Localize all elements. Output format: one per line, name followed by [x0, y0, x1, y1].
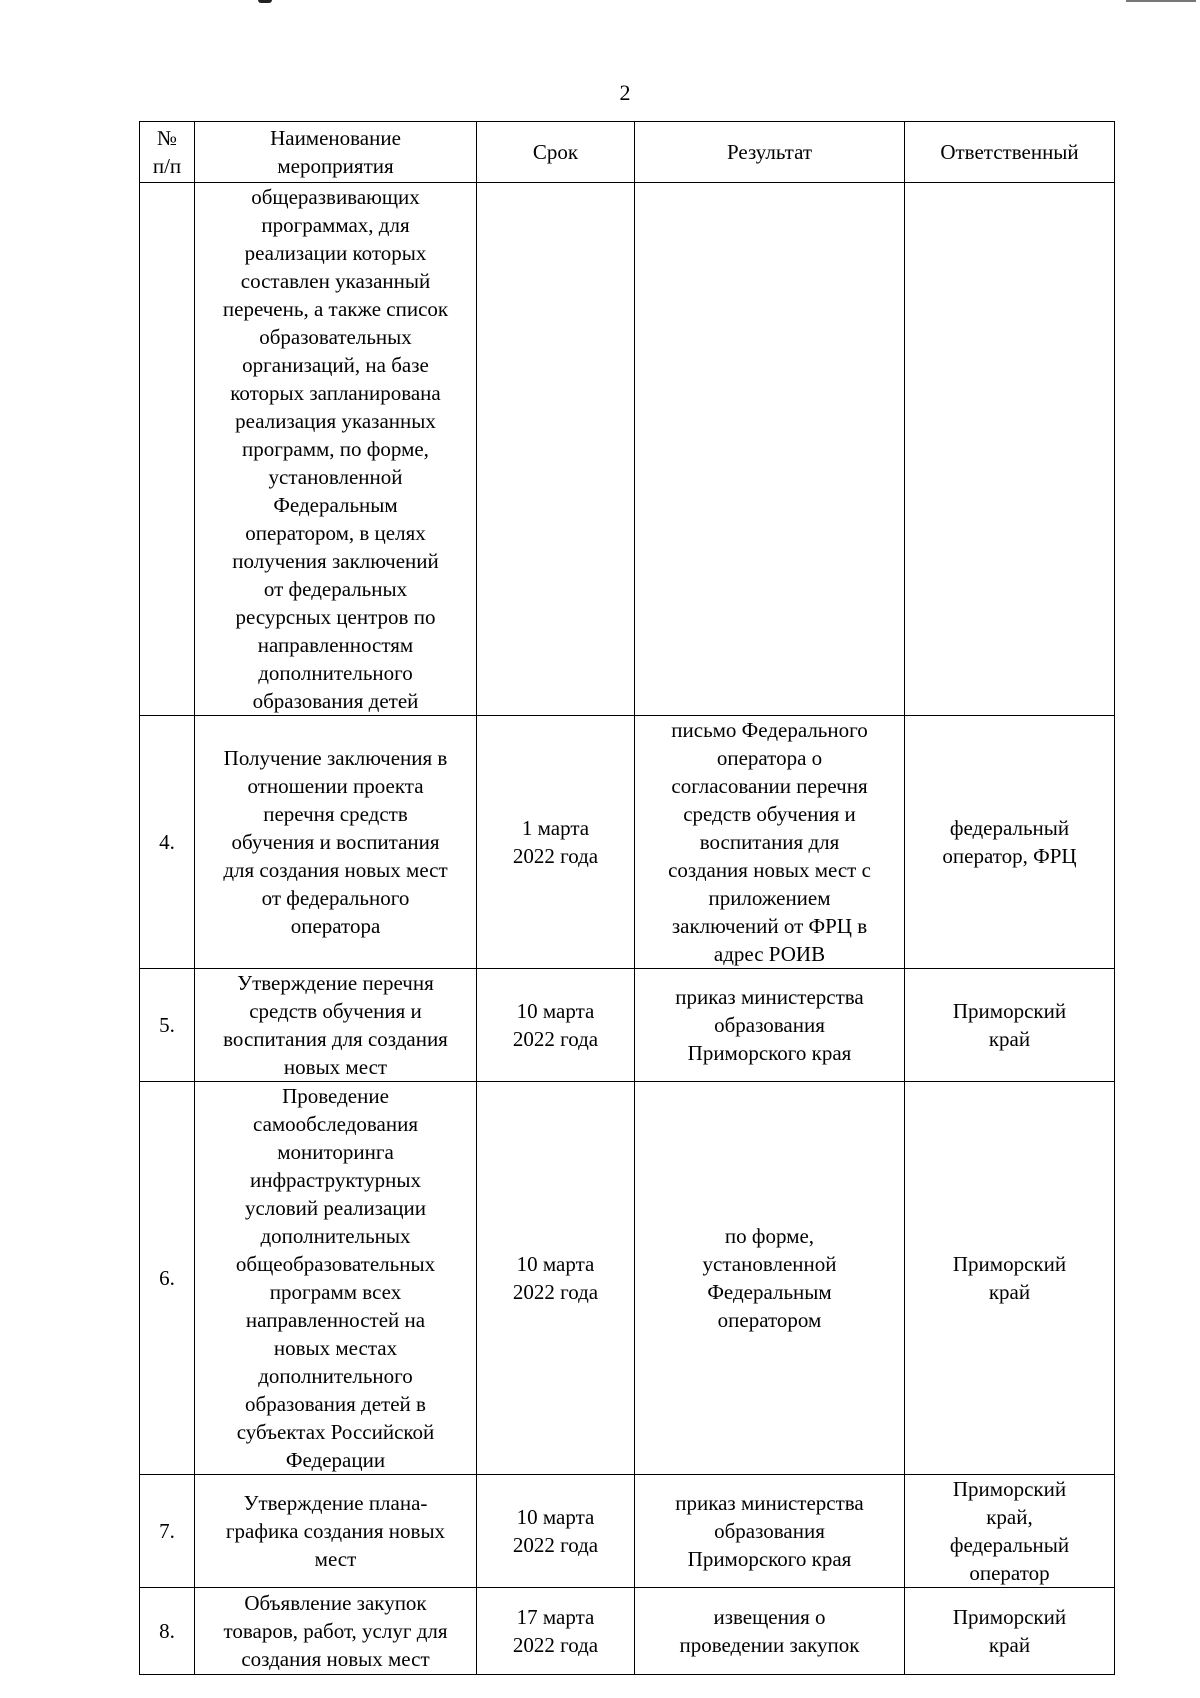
table-row — [140, 1588, 1115, 1675]
table-header-row — [140, 122, 1115, 183]
header-responsible: Ответственный — [905, 122, 1115, 183]
scan-artifact-left — [258, 0, 272, 3]
cell-result: приказ министерства образования Приморского края — [635, 1475, 905, 1588]
cell-number: 8. — [140, 1588, 195, 1675]
cell-event: общеразвивающих программах, для реализации которых составлен указанный перечень, а также список образовательных организаций, на базе которых запланирована реализация указанных программ, по форме, установленной Федеральным оператором, в целях получения заключений от федеральных ресурсных центров по направленностям дополнительного образования детей — [195, 183, 477, 716]
cell-deadline: 10 марта 2022 года — [477, 969, 635, 1082]
cell-responsible: Приморский край, федеральный оператор — [905, 1475, 1115, 1588]
table-row — [140, 1082, 1115, 1475]
header-result: Результат — [635, 122, 905, 183]
cell-responsible: Приморский край — [905, 969, 1115, 1082]
cell-number: 5. — [140, 969, 195, 1082]
cell-result: извещения о проведении закупок — [635, 1588, 905, 1675]
cell-result: по форме, установленной Федеральным оператором — [635, 1082, 905, 1475]
header-number: № п/п — [140, 122, 195, 183]
cell-result: приказ министерства образования Приморского края — [635, 969, 905, 1082]
scan-artifact-right — [1126, 0, 1196, 2]
cell-responsible: Приморский край — [905, 1588, 1115, 1675]
cell-deadline: 10 марта 2022 года — [477, 1475, 635, 1588]
table-row-continuation — [140, 183, 1115, 716]
cell-number: 6. — [140, 1082, 195, 1475]
page-number: 2 — [619, 80, 631, 105]
cell-number: 4. — [140, 716, 195, 969]
cell-deadline: 1 марта 2022 года — [477, 716, 635, 969]
header-event: Наименование мероприятия — [195, 122, 477, 183]
cell-number: 7. — [140, 1475, 195, 1588]
cell-event: Утверждение плана- графика создания новых мест — [195, 1475, 477, 1588]
cell-deadline: 17 марта 2022 года — [477, 1588, 635, 1675]
cell-responsible: Приморский край — [905, 1082, 1115, 1475]
cell-result — [635, 183, 905, 716]
table-row — [140, 1475, 1115, 1588]
header-deadline: Срок — [477, 122, 635, 183]
cell-responsible — [905, 183, 1115, 716]
cell-event: Объявление закупок товаров, работ, услуг для создания новых мест — [195, 1588, 477, 1675]
cell-deadline: 10 марта 2022 года — [477, 1082, 635, 1475]
cell-result: письмо Федерального оператора о согласовании перечня средств обучения и воспитания для создания новых мест с приложением заключений от ФРЦ в адрес РОИВ — [635, 716, 905, 969]
cell-number — [140, 183, 195, 716]
table-row — [140, 969, 1115, 1082]
table-row — [140, 716, 1115, 969]
cell-event: Утверждение перечня средств обучения и воспитания для создания новых мест — [195, 969, 477, 1082]
cell-responsible: федеральный оператор, ФРЦ — [905, 716, 1115, 969]
plan-table — [139, 121, 1115, 1675]
cell-event: Проведение самообследования мониторинга инфраструктурных условий реализации дополнительных общеобразовательных программ всех направленностей на новых местах дополнительного образования детей в субъектах Российской Федерации — [195, 1082, 477, 1475]
cell-deadline — [477, 183, 635, 716]
cell-event: Получение заключения в отношении проекта перечня средств обучения и воспитания для создания новых мест от федерального оператора — [195, 716, 477, 969]
